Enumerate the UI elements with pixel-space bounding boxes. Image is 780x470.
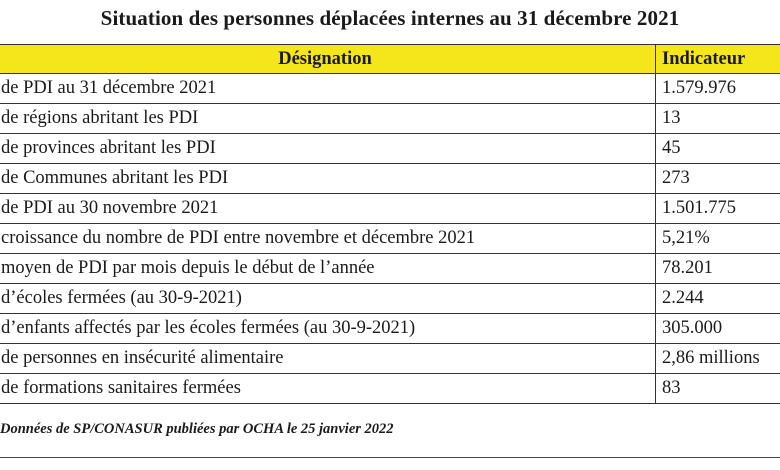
cell-indicateur: 5,21% xyxy=(656,224,780,254)
cell-designation: de provinces abritant les PDI xyxy=(0,134,656,164)
cell-indicateur: 78.201 xyxy=(656,254,780,284)
cell-indicateur: 305.000 xyxy=(656,314,780,344)
page-title: Situation des personnes déplacées internes au 31 décembre 2021 xyxy=(100,6,680,30)
table-row xyxy=(0,104,780,134)
cell-indicateur: 45 xyxy=(656,134,780,164)
table-body xyxy=(0,74,780,404)
source-note: Données de SP/CONASUR publiées par OCHA le 25 janvier 2022 xyxy=(0,421,394,437)
cell-designation: de Communes abritant les PDI xyxy=(0,164,656,194)
cell-indicateur: 2,86 millions xyxy=(656,344,780,374)
cell-designation: moyen de PDI par mois depuis le début de l’année xyxy=(0,254,656,284)
cell-designation: croissance du nombre de PDI entre novembre et décembre 2021 xyxy=(0,224,656,254)
pdi-table-container xyxy=(0,44,780,404)
cell-designation: d’écoles fermées (au 30-9-2021) xyxy=(0,284,656,314)
table-row xyxy=(0,254,780,284)
table-row xyxy=(0,164,780,194)
cell-designation: de régions abritant les PDI xyxy=(0,104,656,134)
table-row xyxy=(0,284,780,314)
cell-indicateur: 1.501.775 xyxy=(656,194,780,224)
header-indicateur: Indicateur xyxy=(656,45,780,74)
cell-indicateur: 273 xyxy=(656,164,780,194)
table-row xyxy=(0,314,780,344)
cell-indicateur: 83 xyxy=(656,374,780,404)
cell-designation: de PDI au 30 novembre 2021 xyxy=(0,194,656,224)
cell-designation: d’enfants affectés par les écoles fermées (au 30-9-2021) xyxy=(0,314,656,344)
header-designation: Désignation xyxy=(0,45,656,74)
table-row xyxy=(0,74,780,104)
table-header-row xyxy=(0,45,780,74)
cell-indicateur: 2.244 xyxy=(656,284,780,314)
pdi-table xyxy=(0,44,780,404)
cell-indicateur: 1.579.976 xyxy=(656,74,780,104)
cell-designation: de personnes en insécurité alimentaire xyxy=(0,344,656,374)
cell-designation: de formations sanitaires fermées xyxy=(0,374,656,404)
cell-designation: de PDI au 31 décembre 2021 xyxy=(0,74,656,104)
bottom-divider xyxy=(0,457,780,458)
table-row xyxy=(0,374,780,404)
table-row xyxy=(0,194,780,224)
table-row xyxy=(0,344,780,374)
table-row xyxy=(0,224,780,254)
table-row xyxy=(0,134,780,164)
cell-indicateur: 13 xyxy=(656,104,780,134)
